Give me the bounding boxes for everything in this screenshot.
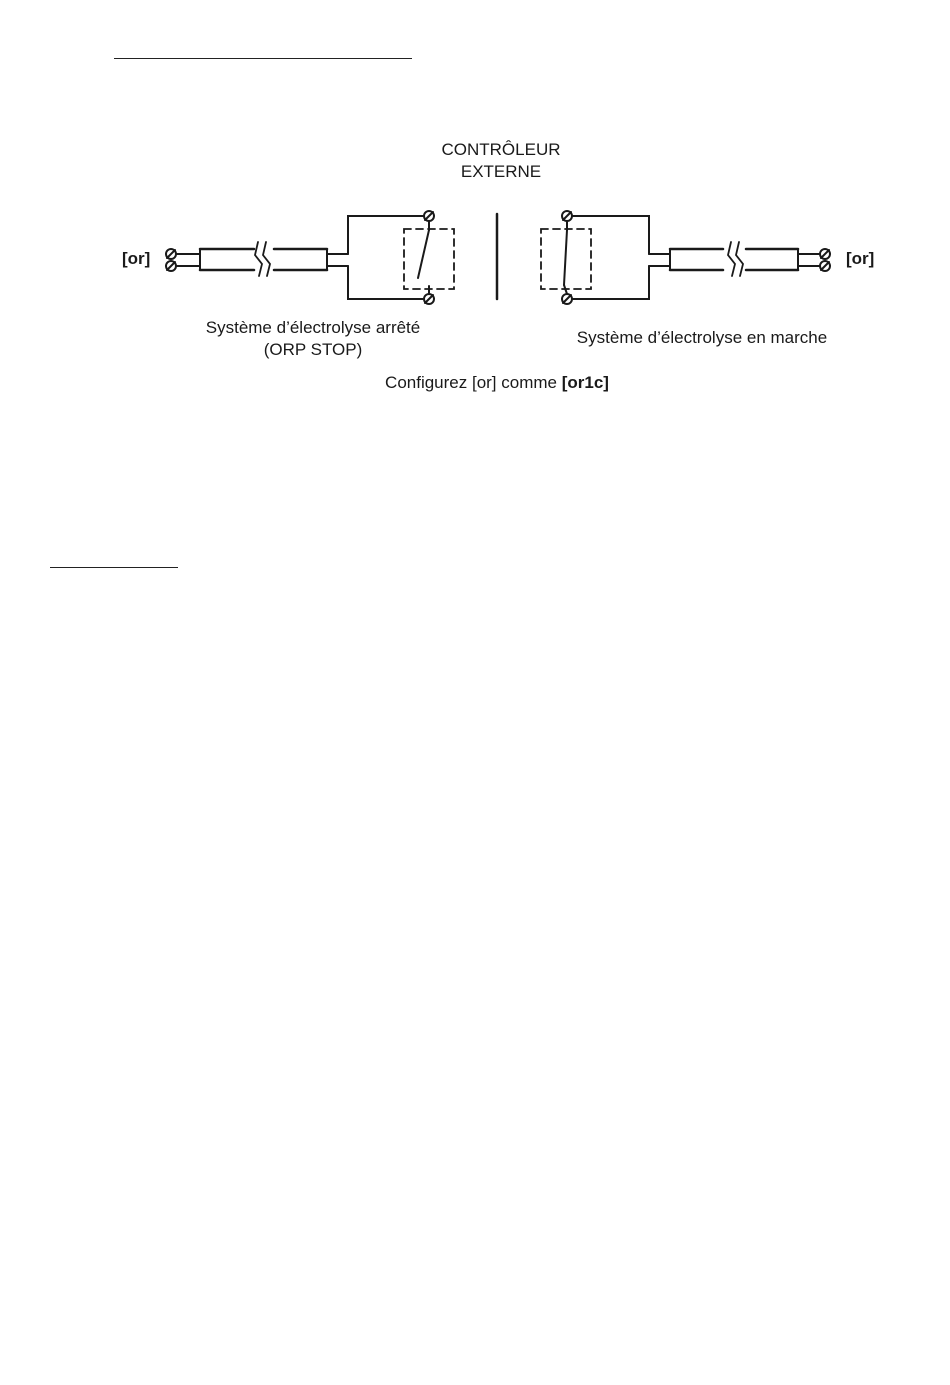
right-terminal-block-icon [798, 249, 830, 271]
external-controller-title: CONTRÔLEUR [441, 140, 561, 159]
configuration-note-value: [or1c] [561, 373, 609, 392]
configuration-note [385, 372, 609, 394]
left-terminal-block-icon [166, 249, 200, 271]
terminal-label-left: [or] [122, 249, 151, 268]
left-contact-wiring [348, 216, 424, 299]
wiring-diagram [0, 0, 950, 420]
bottom-divider-line [50, 567, 178, 568]
right-cable-icon [649, 242, 798, 276]
right-contact-closed-icon [541, 211, 591, 304]
terminal-label-right: [or] [846, 249, 875, 268]
configuration-note-prefix: Configurez [or] comme [385, 373, 562, 392]
left-caption-line2: (ORP STOP) [263, 340, 363, 359]
right-caption: Système d’électrolyse en marche [576, 328, 828, 347]
left-cable-icon [200, 242, 348, 276]
left-caption-line1: Système d’électrolyse arrêté [205, 318, 421, 337]
left-contact-open-icon [404, 211, 454, 304]
external-controller-subtitle: EXTERNE [460, 162, 542, 181]
